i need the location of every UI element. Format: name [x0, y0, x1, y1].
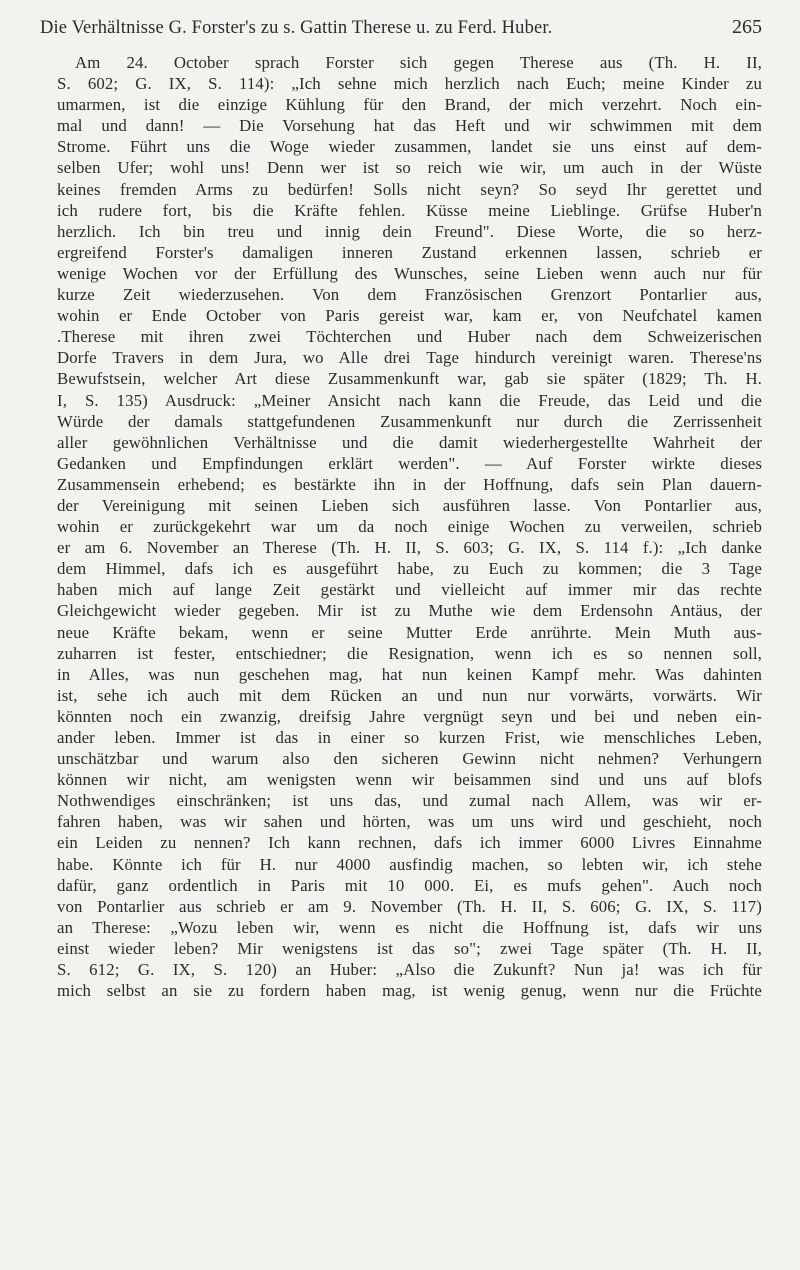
- text-line: der Vereinigung mit seinen Lieben sich ausführen lasse. Von Pontarlier aus,: [57, 495, 762, 515]
- text-line: zuharren ist fester, entschiedner; die Resignation, wenn ich es so nennen soll,: [57, 643, 762, 663]
- text-line: Gleichgewicht wieder gegeben. Mir ist zu Muthe wie dem Erdensohn Antäus, der: [57, 601, 762, 621]
- text-line: Würde der damals stattgefundenen Zusammenkunft nur durch die Zerrissenheit: [57, 411, 762, 431]
- text-line: ergreifend Forster's damaligen inneren Zustand erkennen lassen, schrieb er: [57, 242, 762, 262]
- text-line: können wir nicht, am wenigsten wenn wir beisammen sind und uns auf blofs: [57, 770, 762, 790]
- text-line: keines fremden Arms zu bedürfen! Solls nicht seyn? So seyd Ihr gerettet und: [57, 179, 762, 199]
- text-line: wohin er zurückgekehrt war um da noch einige Wochen zu verweilen, schrieb: [57, 517, 762, 537]
- text-line: Bewufstsein, welcher Art diese Zusammenkunft war, gab sie später (1829; Th. H.: [57, 369, 762, 389]
- text-line: herzlich. Ich bin treu und innig dein Freund". Diese Worte, die so herz-: [57, 221, 762, 241]
- text-line: er am 6. November an Therese (Th. H. II, S. 603; G. IX, S. 114 f.): „Ich danke: [57, 538, 762, 558]
- text-line: Nothwendiges einschränken; ist uns das, und zumal nach Allem, was wir er-: [57, 791, 762, 811]
- text-line: mal und dann! — Die Vorsehung hat das Heft und wir schwimmen mit dem: [57, 116, 762, 136]
- text-line: kurze Zeit wiederzusehen. Von dem Französischen Grenzort Pontarlier aus,: [57, 285, 762, 305]
- text-line: Gedanken und Empfindungen erklärt werden". — Auf Forster wirkte dieses: [57, 453, 762, 473]
- text-line: dem Himmel, dafs ich es ausgeführt habe, zu Euch zu kommen; die 3 Tage: [57, 559, 762, 579]
- text-line: unschätzbar und warum also den sicheren Gewinn nicht nehmen? Verhungern: [57, 749, 762, 769]
- text-line: könnten noch ein zwanzig, dreifsig Jahre vergnügt seyn und bei und neben ein-: [57, 706, 762, 726]
- text-line: Am 24. October sprach Forster sich gegen Therese aus (Th. H. II,: [75, 53, 762, 72]
- text-line: Zusammensein erhebend; es bestärkte ihn in der Hoffnung, dafs sein Plan dauern-: [57, 474, 762, 494]
- text-line: von Pontarlier aus schrieb er am 9. November (Th. H. II, S. 606; G. IX, S. 117): [57, 896, 762, 916]
- text-line: an Therese: „Wozu leben wir, wenn es nicht die Hoffnung ist, dafs wir uns: [57, 917, 762, 937]
- running-title: Die Verhältnisse G. Forster's zu s. Gattin Therese u. zu Ferd. Huber.: [40, 18, 553, 38]
- text-line: S. 612; G. IX, S. 120) an Huber: „Also die Zukunft? Nun ja! was ich für: [57, 960, 762, 980]
- text-line: wohin er Ende October von Paris gereist war, kam er, von Neufchatel kamen: [57, 306, 762, 326]
- body-text: [57, 52, 762, 1001]
- text-line: haben mich auf lange Zeit gestärkt und vielleicht auf immer mir das rechte: [57, 580, 762, 600]
- text-line: in Alles, was nun geschehen mag, hat nun keinen Kampf mehr. Was dahinten: [57, 664, 762, 684]
- text-line: I, S. 135) Ausdruck: „Meiner Ansicht nach kann die Freude, das Leid und die: [57, 390, 762, 410]
- text-line: einst wieder leben? Mir wenigstens ist das so"; zwei Tage später (Th. H. II,: [57, 938, 762, 958]
- text-line: ich rudere fort, bis die Kräfte fehlen. Küsse meine Lieblinge. Grüfse Huber'n: [57, 200, 762, 220]
- text-line: ein Leiden zu nennen? Ich kann rechnen, dafs ich immer 6000 Livres Einnahme: [57, 833, 762, 853]
- text-line: selben Ufer; wohl uns! Denn wer ist so reich wie wir, um auch in der Wüste: [57, 158, 762, 178]
- text-line: Strome. Führt uns die Woge wieder zusammen, landet sie uns einst auf dem-: [57, 137, 762, 157]
- text-line: umarmen, ist die einzige Kühlung für den Brand, der mich verzehrt. Noch ein-: [57, 95, 762, 115]
- running-head: [40, 10, 762, 44]
- text-line: Dorfe Travers in dem Jura, wo Alle drei Tage hindurch vereinigt waren. Therese'ns: [57, 348, 762, 368]
- text-line: ander leben. Immer ist das in einer so kurzen Frist, wie menschliches Leben,: [57, 728, 762, 747]
- text-line: habe. Könnte ich für H. nur 4000 ausfindig machen, so lebten wir, ich stehe: [57, 854, 762, 874]
- text-line: neue Kräfte bekam, wenn er seine Mutter Erde anrührte. Mein Muth aus-: [57, 622, 762, 642]
- text-line: S. 602; G. IX, S. 114): „Ich sehne mich herzlich nach Euch; meine Kinder zu: [57, 74, 762, 94]
- text-line: mich selbst an sie zu fordern haben mag, ist wenig genug, wenn nur die Früchte: [57, 981, 762, 1001]
- text-line: aller gewöhnlichen Verhältnisse und die damit wiederhergestellte Wahrheit der: [57, 432, 762, 452]
- text-line: ist, sehe ich auch mit dem Rücken an und nun nur vorwärts, vorwärts. Wir: [57, 685, 762, 705]
- text-line: dafür, ganz ordentlich in Paris mit 10 000. Ei, es mufs gehen". Auch noch: [57, 875, 762, 895]
- page-number: 265: [732, 16, 762, 38]
- text-line: fahren haben, was wir sahen und hörten, was um uns wird und geschieht, noch: [57, 812, 762, 832]
- text-line: .Therese mit ihren zwei Töchterchen und Huber nach dem Schweizerischen: [57, 327, 762, 347]
- text-line: wenige Wochen vor der Erfüllung des Wunsches, seine Lieben wenn auch nur für: [57, 263, 762, 283]
